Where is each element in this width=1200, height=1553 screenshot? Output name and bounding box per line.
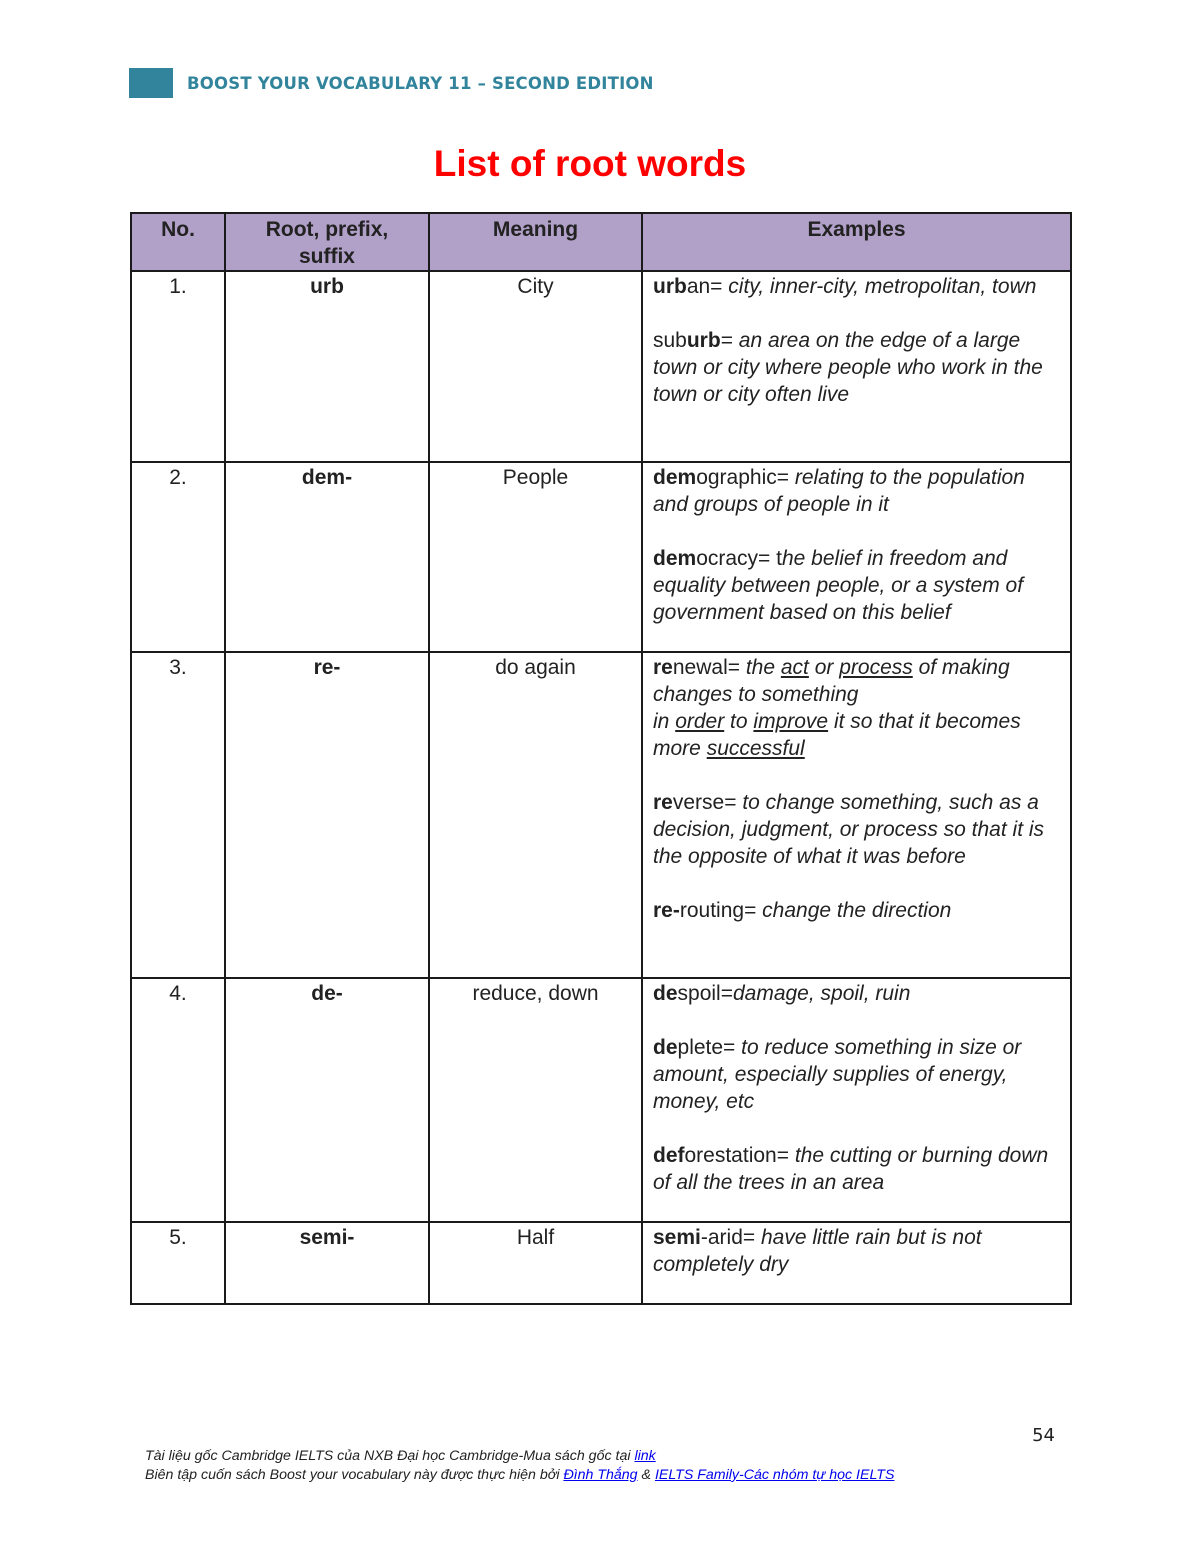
example-word-part: sub — [653, 329, 687, 352]
table-row — [131, 271, 1071, 462]
example-root-part: de — [653, 982, 678, 1005]
table-row — [131, 462, 1071, 652]
example-root-part: dem — [653, 547, 697, 570]
example-word-part: = — [720, 329, 739, 352]
example-entry — [653, 980, 1064, 1007]
example-entry — [653, 1034, 1064, 1115]
example-definition: have little rain but is not completely dry — [653, 1226, 982, 1276]
example-entry — [653, 273, 1064, 300]
examples-cell — [642, 652, 1071, 978]
examples-cell — [642, 1222, 1071, 1304]
footer-editor-text: Biên tập cuốn sách Boost your vocabulary này được thực hiện bởi — [145, 1467, 564, 1483]
example-root-part: def — [653, 1144, 685, 1167]
footer-separator: & — [637, 1467, 655, 1483]
example-definition: or — [808, 656, 840, 679]
example-word-part: ographic= — [696, 466, 795, 489]
example-definition: change the direction — [762, 899, 952, 922]
root-words-table — [130, 212, 1072, 1305]
root-cell: re- — [225, 652, 429, 978]
example-entry — [653, 1142, 1064, 1196]
page-number: 54 — [1032, 1425, 1055, 1446]
meaning-cell: City — [429, 271, 642, 462]
footer-purchase-link[interactable]: link — [634, 1448, 656, 1464]
examples-cell — [642, 462, 1071, 652]
example-definition: to reduce something in size or amount, especially supplies of energy, money, etc — [653, 1036, 1022, 1113]
root-cell: de- — [225, 978, 429, 1222]
meaning-cell: People — [429, 462, 642, 652]
table-row — [131, 652, 1071, 978]
table-row — [131, 1222, 1071, 1304]
example-root-part: urb — [686, 329, 721, 352]
header-title: BOOST YOUR VOCABULARY 11 – SECOND EDITION — [187, 73, 654, 93]
example-word-part: ocracy= t — [696, 547, 782, 570]
footer-group-link[interactable]: IELTS Family-Các nhóm tự học IELTS — [654, 1467, 895, 1483]
example-definition: the cutting or burning down of all the trees in an area — [653, 1144, 1049, 1194]
example-definition-underlined: order — [675, 710, 725, 733]
example-root-part: re — [653, 791, 673, 814]
header-color-block — [129, 68, 173, 98]
example-definition: in — [653, 710, 676, 733]
root-cell: urb — [225, 271, 429, 462]
example-word-part: -arid= — [700, 1226, 761, 1249]
column-header-examples: Examples — [642, 213, 1071, 271]
example-definition-underlined: improve — [753, 710, 829, 733]
row-number: 5. — [131, 1222, 225, 1304]
example-word-part: spoil= — [677, 982, 733, 1005]
example-definition-underlined: successful — [706, 737, 805, 760]
table-row — [131, 978, 1071, 1222]
example-definition: it so that it becomes more — [653, 710, 1021, 760]
example-word-part: plete= — [677, 1036, 742, 1059]
root-cell: semi- — [225, 1222, 429, 1304]
page-title: List of root words — [433, 143, 747, 184]
example-definition: to change something, such as a decision, judgment, or process so that it is the opposite of what it was before — [653, 791, 1045, 868]
example-definition: city, inner-city, metropolitan, town — [728, 275, 1037, 298]
row-number: 2. — [131, 462, 225, 652]
example-word-part: routing= — [679, 899, 763, 922]
example-definition: of making changes to something — [653, 656, 1010, 706]
row-number: 4. — [131, 978, 225, 1222]
footer-source-text: Tài liệu gốc Cambridge IELTS của NXB Đại học Cambridge-Mua sách gốc tại — [145, 1448, 635, 1464]
example-entry — [653, 654, 1064, 762]
example-word-part: verse= — [672, 791, 743, 814]
example-definition: the — [745, 656, 781, 679]
example-word-part: orestation= — [684, 1144, 795, 1167]
meaning-cell: Half — [429, 1222, 642, 1304]
root-cell: dem- — [225, 462, 429, 652]
example-root-part: re- — [653, 899, 680, 922]
example-definition: he belief in freedom and equality between people, or a system of government based on this belief — [653, 547, 1024, 624]
example-entry — [653, 464, 1064, 518]
meaning-cell: do again — [429, 652, 642, 978]
meaning-cell: reduce, down — [429, 978, 642, 1222]
example-definition: to — [724, 710, 754, 733]
example-root-part: de — [653, 1036, 678, 1059]
footer-line-source — [145, 1447, 894, 1466]
example-definition: relating to the population and groups of people in it — [653, 466, 1025, 516]
row-number: 1. — [131, 271, 225, 462]
table-header-row — [131, 213, 1071, 271]
column-header-meaning: Meaning — [429, 213, 642, 271]
row-number: 3. — [131, 652, 225, 978]
example-entry — [653, 327, 1064, 408]
example-root-part: urb — [653, 275, 687, 298]
footer-line-editor — [145, 1466, 894, 1485]
examples-cell — [642, 978, 1071, 1222]
example-definition-underlined: process — [839, 656, 913, 679]
footer-editor-link[interactable]: Đình Thắng — [563, 1467, 638, 1483]
example-entry — [653, 545, 1064, 626]
column-header-no: No. — [131, 213, 225, 271]
example-entry — [653, 1224, 1064, 1278]
example-entry — [653, 897, 1064, 924]
examples-cell — [642, 271, 1071, 462]
example-root-part: semi — [653, 1226, 701, 1249]
example-word-part: newal= — [672, 656, 746, 679]
example-definition-underlined: act — [780, 656, 809, 679]
example-entry — [653, 789, 1064, 870]
document-header — [129, 68, 654, 98]
column-header-root: Root, prefix, suffix — [225, 213, 429, 271]
example-definition: an area on the edge of a large town or city where people who work in the town or city often live — [653, 329, 1043, 406]
example-definition: damage, spoil, ruin — [732, 982, 911, 1005]
footer-credits — [145, 1447, 894, 1485]
example-root-part: re — [653, 656, 673, 679]
example-word-part: an= — [686, 275, 729, 298]
example-root-part: dem — [653, 466, 697, 489]
